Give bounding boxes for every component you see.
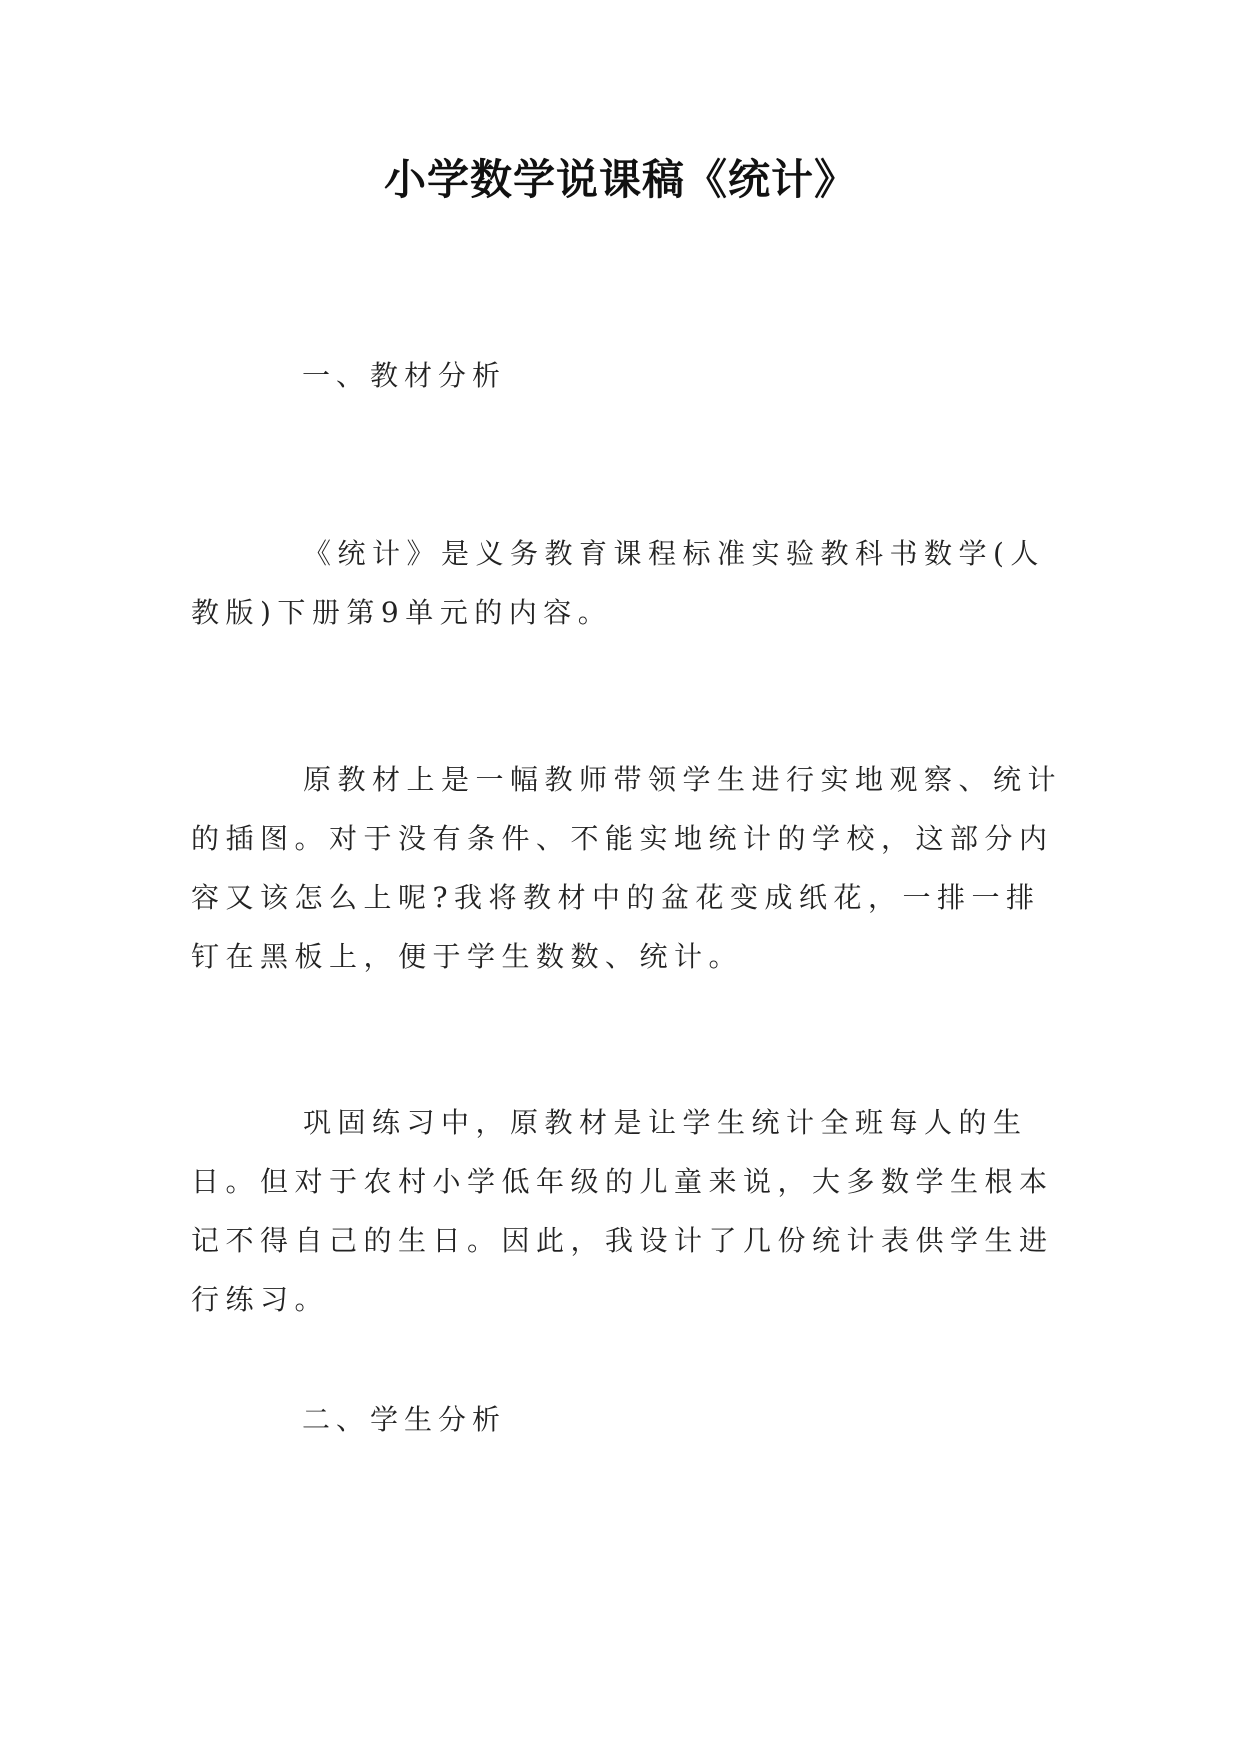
section-heading-textbook-analysis: 一、教材分析 (302, 359, 507, 392)
paragraph-illustration: 原教材上是一幅教师带领学生进行实地观察、统计的插图。对于没有条件、不能实地统计的学校，这部分内容又该怎么上呢?我将教材中的盆花变成纸花，一排一排钉在黑板上，便于学生数数、统计。 (191, 763, 1063, 973)
section-heading-student-analysis: 二、学生分析 (302, 1403, 507, 1436)
paragraph-intro: 《统计》是义务教育课程标准实验教科书数学(人教版)下册第9单元的内容。 (191, 537, 1045, 629)
page-title: 小学数学说课稿《统计》 (383, 155, 857, 204)
paragraph-practice: 巩固练习中，原教材是让学生统计全班每人的生日。但对于农村小学低年级的儿童来说，大多数学生根本记不得自己的生日。因此，我设计了几份统计表供学生进行练习。 (191, 1106, 1054, 1316)
